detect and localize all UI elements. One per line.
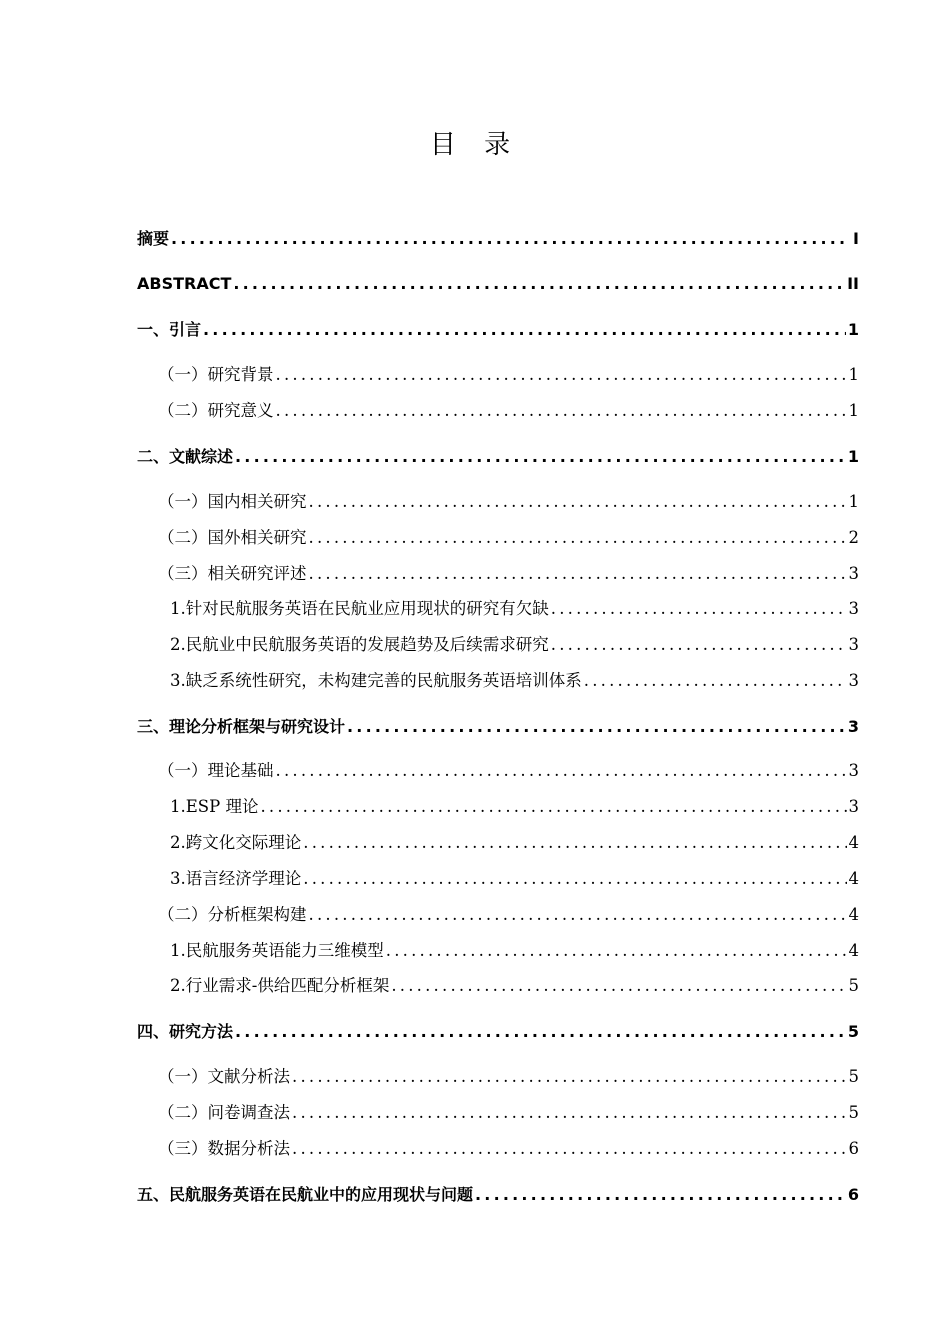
- toc-entry[interactable]: [158, 760, 859, 782]
- toc-entry[interactable]: [158, 904, 859, 926]
- toc-entry-page-number: 3: [848, 564, 859, 583]
- toc-entry-label: （二）问卷调查法: [158, 1103, 290, 1122]
- dot-leader: [235, 446, 846, 468]
- toc-entry-label: 1.针对民航服务英语在民航业应用现状的研究有欠缺: [170, 599, 549, 618]
- toc-entry-label: 一、引言: [137, 320, 202, 339]
- toc-entry[interactable]: [170, 832, 859, 854]
- dot-leader: [309, 904, 847, 926]
- toc-entry-page-number: 3: [848, 635, 859, 654]
- toc-entry-label: 2.民航业中民航服务英语的发展趋势及后续需求研究: [170, 635, 549, 654]
- toc-entry[interactable]: [158, 491, 859, 513]
- toc-entry[interactable]: [170, 634, 859, 656]
- toc-entry-page-number: II: [847, 274, 859, 293]
- toc-entry-page-number: 4: [848, 869, 859, 888]
- dot-leader: [276, 760, 847, 782]
- dot-leader: [309, 491, 847, 513]
- dot-leader: [303, 832, 846, 854]
- toc-entry[interactable]: [137, 446, 859, 468]
- toc-entry[interactable]: [170, 796, 859, 818]
- toc-entry[interactable]: [137, 1184, 859, 1206]
- toc-entry-page-number: 1: [848, 365, 859, 384]
- dot-leader: [235, 1021, 846, 1043]
- toc-entry-page-number: 4: [848, 833, 859, 852]
- dot-leader: [391, 975, 846, 997]
- toc-entry-label: 二、文献综述: [137, 447, 234, 466]
- toc-entry-label: （二）分析框架构建: [158, 905, 307, 924]
- dot-leader: [260, 796, 846, 818]
- toc-entry-page-number: I: [853, 229, 859, 248]
- dot-leader: [386, 940, 847, 962]
- toc-entry-label: 1.民航服务英语能力三维模型: [170, 941, 384, 960]
- toc-entry[interactable]: [137, 1021, 859, 1043]
- toc-entry[interactable]: [158, 563, 859, 585]
- toc-entry[interactable]: [158, 1066, 859, 1088]
- toc-entry-page-number: 4: [848, 941, 859, 960]
- toc-entry-label: 3.语言经济学理论: [170, 869, 302, 888]
- toc-entry-page-number: 6: [847, 1185, 859, 1204]
- toc-entry-page-number: 1: [847, 320, 859, 339]
- toc-entry-label: （二）国外相关研究: [158, 528, 307, 547]
- toc-entry-label: （一）理论基础: [158, 761, 274, 780]
- dot-leader: [475, 1184, 846, 1206]
- toc-entry[interactable]: [170, 868, 859, 890]
- dot-leader: [233, 273, 845, 295]
- toc-entry-label: 2.跨文化交际理论: [170, 833, 302, 852]
- toc-entry-page-number: 3: [848, 599, 859, 618]
- toc-entry[interactable]: [158, 1102, 859, 1124]
- dot-leader: [203, 319, 846, 341]
- toc-entry-page-number: 5: [848, 1103, 859, 1122]
- toc-entry-label: （一）国内相关研究: [158, 492, 307, 511]
- toc-entry[interactable]: [137, 228, 859, 250]
- toc-entry-page-number: 2: [848, 528, 859, 547]
- toc-entry-page-number: 3: [847, 717, 859, 736]
- toc-entry-label: （二）研究意义: [158, 401, 274, 420]
- dot-leader: [171, 228, 849, 250]
- toc-entry-page-number: 1: [847, 447, 859, 466]
- dot-leader: [551, 634, 847, 656]
- toc-entry-page-number: 3: [848, 797, 859, 816]
- toc-entry[interactable]: [137, 273, 859, 295]
- dot-leader: [309, 563, 847, 585]
- toc-entry-page-number: 5: [847, 1022, 859, 1041]
- toc-entry-label: （一）文献分析法: [158, 1067, 290, 1086]
- toc-entry-label: 3.缺乏系统性研究，未构建完善的民航服务英语培训体系: [170, 671, 582, 690]
- toc-entry[interactable]: [170, 940, 859, 962]
- toc-entry[interactable]: [137, 716, 859, 738]
- toc-entry-label: 四、研究方法: [137, 1022, 234, 1041]
- toc-entry-label: （一）研究背景: [158, 365, 274, 384]
- toc-entry-label: 三、理论分析框架与研究设计: [137, 717, 346, 736]
- toc-entry[interactable]: [170, 670, 859, 692]
- toc-entry-label: 1.ESP 理论: [170, 797, 259, 816]
- toc-entry[interactable]: [137, 319, 859, 341]
- dot-leader: [276, 364, 847, 386]
- toc-entry-page-number: 3: [848, 671, 859, 690]
- toc-entry[interactable]: [170, 598, 859, 620]
- dot-leader: [292, 1066, 847, 1088]
- toc-entry-label: ABSTRACT: [137, 274, 232, 293]
- toc-entry-page-number: 1: [848, 401, 859, 420]
- toc-entry-page-number: 5: [848, 976, 859, 995]
- toc-entry-page-number: 4: [848, 905, 859, 924]
- dot-leader: [584, 670, 847, 692]
- toc-entry-label: 摘要: [137, 229, 170, 248]
- toc-entry[interactable]: [158, 527, 859, 549]
- toc-entry[interactable]: [158, 364, 859, 386]
- toc-entry-label: 五、民航服务英语在民航业中的应用现状与问题: [137, 1185, 474, 1204]
- toc-entry[interactable]: [170, 975, 859, 997]
- dot-leader: [551, 598, 847, 620]
- toc-entry-label: （三）数据分析法: [158, 1139, 290, 1158]
- dot-leader: [303, 868, 846, 890]
- toc-entry-page-number: 5: [848, 1067, 859, 1086]
- toc-entry[interactable]: [158, 1138, 859, 1160]
- dot-leader: [309, 527, 847, 549]
- toc-entry-page-number: 1: [848, 492, 859, 511]
- toc-entry-label: 2.行业需求-供给匹配分析框架: [170, 976, 390, 995]
- dot-leader: [292, 1102, 847, 1124]
- toc-entry[interactable]: [158, 400, 859, 422]
- dot-leader: [292, 1138, 847, 1160]
- toc-entry-page-number: 6: [848, 1139, 859, 1158]
- toc-entry-page-number: 3: [848, 761, 859, 780]
- page-title: 目 录: [429, 130, 521, 160]
- dot-leader: [347, 716, 846, 738]
- toc-entry-label: （三）相关研究评述: [158, 564, 307, 583]
- dot-leader: [276, 400, 847, 422]
